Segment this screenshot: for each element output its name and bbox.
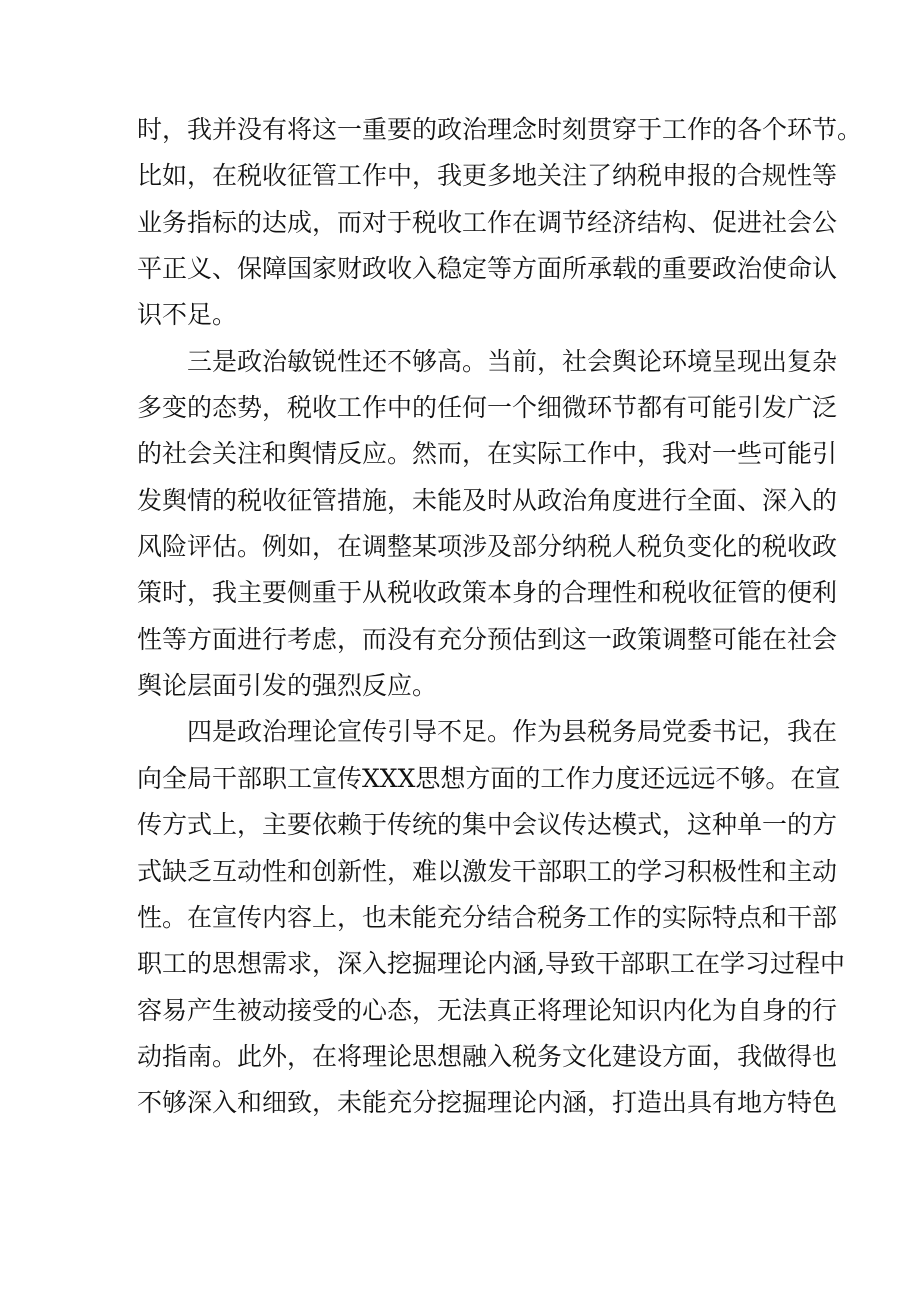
text-line: 平正义、保障国家财政收入稳定等方面所承载的重要政治使命认 (137, 254, 838, 284)
text-line: 识不足。 (137, 300, 238, 330)
text-line: 业务指标的达成，而对于税收工作在调节经济结构、促进社会公 (137, 207, 838, 237)
text-line: 舆论层面引发的强烈反应。 (137, 671, 438, 701)
text-line: 三是政治敏锐性还不够高。当前，社会舆论环境呈现出复杂 (187, 346, 838, 376)
paragraph-3 (137, 709, 845, 1126)
text-line: 策时，我主要侧重于从税收政策本身的合理性和税收征管的便利 (137, 578, 838, 608)
text-line: 式缺乏互动性和创新性，难以激发干部职工的学习积极性和主动 (137, 856, 838, 886)
text-line: 时，我并没有将这一重要的政治理念时刻贯穿于工作的各个环节。 (137, 115, 863, 144)
paragraph-1 (137, 107, 863, 339)
text-line: 的社会关注和舆情反应。然而，在实际工作中，我对一些可能引 (137, 439, 838, 469)
text-line: 职工的思想需求，深入挖掘理论内涵,导致干部职工在学习过程中 (137, 949, 845, 979)
text-line: 比如，在税收征管工作中，我更多地关注了纳税申报的合规性等 (137, 161, 838, 191)
text-line: 不够深入和细致，未能充分挖掘理论内涵，打造出具有地方特色 (137, 1088, 838, 1118)
document-body (137, 107, 863, 1127)
text-line: 风险评估。例如，在调整某项涉及部分纳税人税负变化的税收政 (137, 532, 838, 562)
text-line: 容易产生被动接受的心态，无法真正将理论知识内化为自身的行 (137, 995, 838, 1025)
text-line: 传方式上，主要依赖于传统的集中会议传达模式，这种单一的方 (137, 810, 838, 840)
text-line: 多变的态势，税收工作中的任何一个细微环节都有可能引发广泛 (137, 393, 838, 423)
paragraph-2 (137, 339, 838, 710)
text-line: 向全局干部职工宣传XXX思想方面的工作力度还远远不够。在宣 (137, 763, 841, 793)
text-line: 四是政治理论宣传引导不足。作为县税务局党委书记，我在 (187, 717, 838, 747)
text-line: 性等方面进行考虑，而没有充分预估到这一政策调整可能在社会 (137, 624, 838, 654)
text-line: 动指南。此外，在将理论思想融入税务文化建设方面，我做得也 (137, 1041, 838, 1071)
text-line: 发舆情的税收征管措施，未能及时从政治角度进行全面、深入的 (137, 485, 838, 515)
text-line: 性。在宣传内容上，也未能充分结合税务工作的实际特点和干部 (137, 902, 838, 932)
